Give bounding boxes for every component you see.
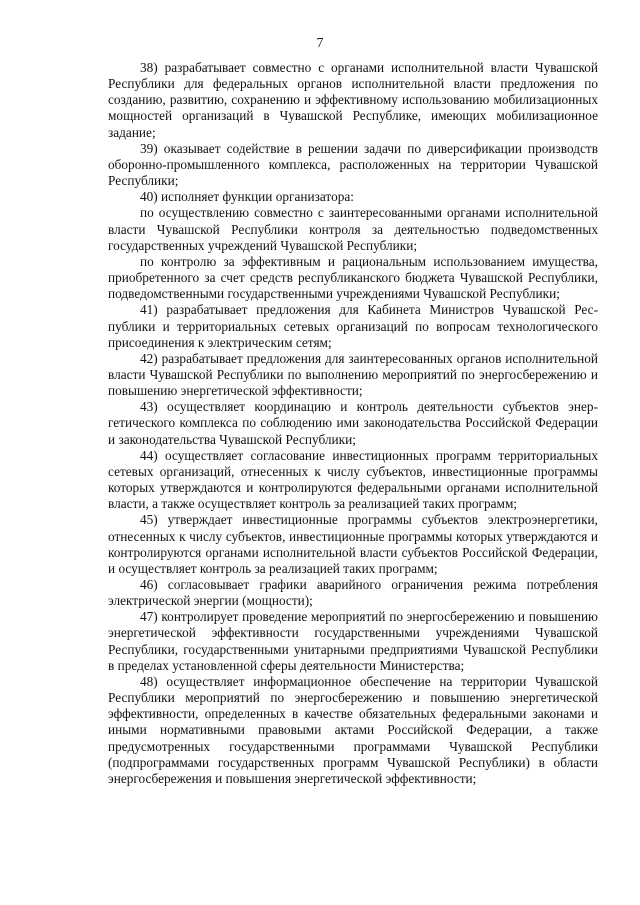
paragraph-47: 47) контролирует проведение мероприятий по энергосбережению и повышению энергетической эффективности государственными учреждениями Чувашской Республики, государственными унитарными предприятиями Чувашской Республики в пределах установленной сферы деятельности Министерства; <box>108 609 598 673</box>
paragraph-42: 42) разрабатывает предложения для заинтересованных органов исполнительной власти Чувашской Республики по выполнению мероприятий по энергосбережению и повышению энергетической эффективности; <box>108 350 598 399</box>
paragraph-40-item-1: по осуществлению совместно с заинтересованными органами исполнительной власти Чувашской Республики контроля за деятельностью подведомственных государственных учреждений Чувашской Республики; <box>108 205 598 253</box>
paragraph-41: 41) разрабатывает предложения для Кабинета Министров Чувашской Республики и территориальных сетевых организаций по вопросам технологического присоединения к электрическим сетям; <box>108 302 598 350</box>
paragraph-40-item-2: по контролю за эффективным и рациональным использованием имущества, приобретенного за счет средств республиканского бюджета Чувашской Республики, подведомственными государственными учреждениями Чувашской Республики; <box>108 253 598 302</box>
paragraph-48: 48) осуществляет информационное обеспечение на территории Чувашской Республики мероприятий по энергосбережению и повышению энергетической эффективности, определенных в качестве обязательных федеральными законами и иными нормативными правовыми актами Российской Федерации, а также предусмотренных государственными программами Чувашской Республики (подпрограммами государственных программ Чувашской Республики) в области энергосбережения и повышения энергетической эффективности; <box>108 673 598 786</box>
paragraph-43: 43) осуществляет координацию и контроль деятельности субъектов энергетического комплекса по соблюдению ими законодательства Российской Федерации и законодательства Чувашской Республики; <box>108 399 598 447</box>
paragraph-38: 38) разрабатывает совместно с органами исполнительной власти Чувашской Республики для федеральных органов исполнительной власти предложения по созданию, развитию, сохранению и эффективному использованию мобилизационных мощностей организаций в Чувашской Республике, имеющих мобилизационное задание; <box>108 60 598 140</box>
paragraph-46: 46) согласовывает графики аварийного ограничения режима потребления электрической энергии (мощности); <box>108 577 598 609</box>
paragraph-45: 45) утверждает инвестиционные программы субъектов электроэнергетики, отнесенных к числу субъектов, инвестиционные программы которых утверждаются и контролируются органами исполнительной власти субъектов Российской Федерации, и осуществляет контроль за реализацией таких программ; <box>108 512 598 576</box>
paragraph-40: 40) исполняет функции организатора: <box>140 189 354 205</box>
page-number: 7 <box>316 35 324 50</box>
paragraph-44: 44) осуществляет согласование инвестиционных программ территориальных сетевых организаций, отнесенных к числу субъектов, инвестиционные программы которых утверждаются и контролируются федеральными органами исполнительной власти, а также осуществляет контроль за реализацией таких программ; <box>108 447 598 512</box>
document-body <box>108 60 598 787</box>
paragraph-39: 39) оказывает содействие в решении задачи по диверсификации производств оборонно-промышленного комплекса, расположенных на территории Чувашской Республики; <box>108 140 598 189</box>
